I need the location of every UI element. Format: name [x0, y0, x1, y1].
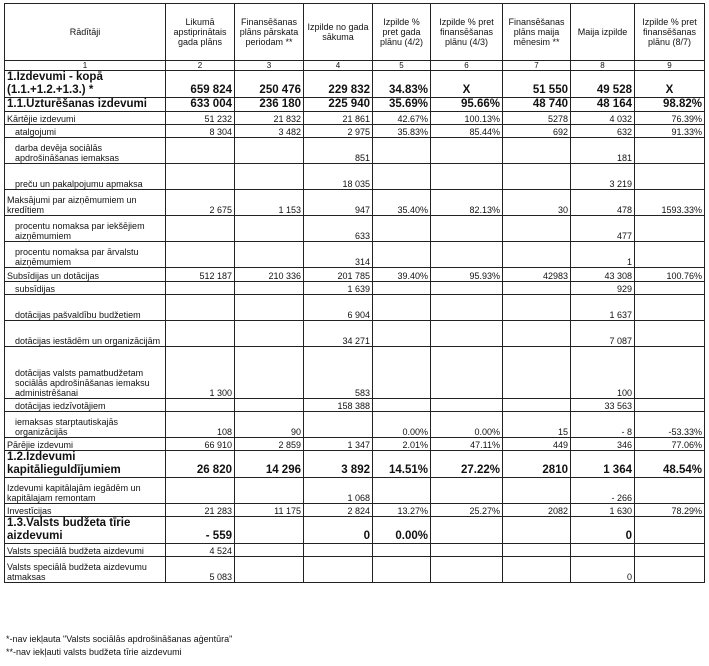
- table-row: [5, 282, 705, 295]
- table-row: [5, 268, 705, 282]
- cell-annual-plan: 659 824: [166, 71, 235, 98]
- cell-may-plan: [503, 557, 571, 583]
- cell-may-plan: [503, 321, 571, 347]
- cell-pct-may-plan: [635, 347, 705, 399]
- cell-annual-plan: 8 304: [166, 125, 235, 138]
- table-row: [5, 71, 705, 98]
- cell-execution-ytd: [304, 544, 373, 557]
- cell-may-execution: 1: [571, 242, 635, 268]
- cell-annual-plan: [166, 295, 235, 321]
- cell-pct-period-plan: [431, 517, 503, 544]
- cell-execution-ytd: 0: [304, 517, 373, 544]
- row-label: dotācijas valsts pamatbudžetam sociālās apdrošināšanas iemaksu administrēšanai: [5, 347, 166, 399]
- table-row: [5, 190, 705, 216]
- cell-may-execution: 100: [571, 347, 635, 399]
- cell-execution-ytd: 21 861: [304, 112, 373, 125]
- cell-may-plan: 48 740: [503, 98, 571, 112]
- cell-may-execution: 346: [571, 438, 635, 451]
- cell-pct-annual-plan: 39.40%: [373, 268, 431, 282]
- cell-may-execution: 33 563: [571, 399, 635, 412]
- cell-execution-ytd: [304, 412, 373, 438]
- cell-pct-may-plan: 1593.33%: [635, 190, 705, 216]
- cell-may-execution: 477: [571, 216, 635, 242]
- cell-may-execution: 3 219: [571, 164, 635, 190]
- row-label: dotācijas pašvaldību budžetiem: [5, 295, 166, 321]
- table-row: [5, 347, 705, 399]
- cell-pct-annual-plan: 13.27%: [373, 504, 431, 517]
- cell-execution-ytd: 18 035: [304, 164, 373, 190]
- cell-annual-plan: [166, 216, 235, 242]
- table-row: [5, 504, 705, 517]
- cell-pct-may-plan: [635, 138, 705, 164]
- cell-pct-annual-plan: [373, 282, 431, 295]
- cell-execution-ytd: 1 068: [304, 478, 373, 504]
- row-label: atalgojumi: [5, 125, 166, 138]
- cell-may-plan: [503, 347, 571, 399]
- cell-pct-may-plan: [635, 544, 705, 557]
- cell-pct-annual-plan: 34.83%: [373, 71, 431, 98]
- cell-may-execution: - 8: [571, 412, 635, 438]
- cell-pct-annual-plan: [373, 399, 431, 412]
- cell-may-execution: 1 637: [571, 295, 635, 321]
- header-execution-ytd: Izpilde no gada sākuma: [304, 4, 373, 61]
- cell-period-plan: 250 476: [235, 71, 304, 98]
- cell-pct-may-plan: 76.39%: [635, 112, 705, 125]
- cell-pct-annual-plan: [373, 544, 431, 557]
- cell-annual-plan: 5 083: [166, 557, 235, 583]
- cell-period-plan: 11 175: [235, 504, 304, 517]
- cell-may-execution: 49 528: [571, 71, 635, 98]
- row-label: Kārtējie izdevumi: [5, 112, 166, 125]
- cell-period-plan: 210 336: [235, 268, 304, 282]
- cell-pct-period-plan: [431, 347, 503, 399]
- cell-period-plan: [235, 544, 304, 557]
- cell-may-plan: 51 550: [503, 71, 571, 98]
- cell-pct-annual-plan: [373, 557, 431, 583]
- footnote-1: *-nav iekļauta "Valsts sociālās apdrošināšanas aģentūra": [6, 634, 233, 644]
- cell-pct-period-plan: [431, 216, 503, 242]
- cell-may-plan: [503, 478, 571, 504]
- table-row: [5, 164, 705, 190]
- cell-may-plan: 42983: [503, 268, 571, 282]
- column-number: 7: [503, 61, 571, 71]
- cell-pct-may-plan: [635, 517, 705, 544]
- cell-may-plan: [503, 517, 571, 544]
- cell-annual-plan: 21 283: [166, 504, 235, 517]
- table-row: [5, 451, 705, 478]
- cell-pct-may-plan: 100.76%: [635, 268, 705, 282]
- row-label: dotācijas iedzīvotājiem: [5, 399, 166, 412]
- cell-pct-annual-plan: [373, 347, 431, 399]
- cell-execution-ytd: 158 388: [304, 399, 373, 412]
- cell-pct-may-plan: [635, 399, 705, 412]
- cell-pct-period-plan: [431, 557, 503, 583]
- cell-pct-period-plan: 27.22%: [431, 451, 503, 478]
- cell-annual-plan: 633 004: [166, 98, 235, 112]
- cell-execution-ytd: 583: [304, 347, 373, 399]
- cell-period-plan: [235, 295, 304, 321]
- cell-pct-annual-plan: 2.01%: [373, 438, 431, 451]
- cell-annual-plan: [166, 282, 235, 295]
- column-number: 5: [373, 61, 431, 71]
- cell-period-plan: [235, 557, 304, 583]
- cell-pct-may-plan: 78.29%: [635, 504, 705, 517]
- cell-pct-annual-plan: [373, 242, 431, 268]
- cell-pct-period-plan: [431, 478, 503, 504]
- cell-annual-plan: 66 910: [166, 438, 235, 451]
- row-label: 1.Izdevumi - kopā (1.1.+1.2.+1.3.) *: [5, 71, 166, 98]
- cell-may-plan: [503, 399, 571, 412]
- table-row: [5, 517, 705, 544]
- row-label: procentu nomaksa par iekšējiem aizņēmumiem: [5, 216, 166, 242]
- cell-pct-period-plan: X: [431, 71, 503, 98]
- cell-execution-ytd: 947: [304, 190, 373, 216]
- cell-pct-annual-plan: 0.00%: [373, 517, 431, 544]
- cell-may-execution: 929: [571, 282, 635, 295]
- cell-may-plan: 30: [503, 190, 571, 216]
- row-label: preču un pakalpojumu apmaksa: [5, 164, 166, 190]
- cell-pct-period-plan: 85.44%: [431, 125, 503, 138]
- cell-pct-period-plan: [431, 399, 503, 412]
- cell-period-plan: [235, 399, 304, 412]
- cell-annual-plan: [166, 399, 235, 412]
- cell-may-plan: 5278: [503, 112, 571, 125]
- cell-annual-plan: [166, 478, 235, 504]
- cell-pct-period-plan: 100.13%: [431, 112, 503, 125]
- row-label: iemaksas starptautiskajās organizācijās: [5, 412, 166, 438]
- cell-pct-period-plan: [431, 164, 503, 190]
- cell-pct-annual-plan: 14.51%: [373, 451, 431, 478]
- table-row: [5, 478, 705, 504]
- cell-annual-plan: 512 187: [166, 268, 235, 282]
- table-row: [5, 216, 705, 242]
- cell-may-plan: [503, 544, 571, 557]
- cell-annual-plan: 51 232: [166, 112, 235, 125]
- row-label: procentu nomaksa par ārvalstu aizņēmumiem: [5, 242, 166, 268]
- cell-annual-plan: [166, 164, 235, 190]
- cell-may-execution: 181: [571, 138, 635, 164]
- row-label: dotācijas iestādēm un organizācijām: [5, 321, 166, 347]
- cell-pct-annual-plan: [373, 138, 431, 164]
- cell-annual-plan: 2 675: [166, 190, 235, 216]
- table-row: [5, 138, 705, 164]
- row-label: Pārējie izdevumi: [5, 438, 166, 451]
- cell-annual-plan: [166, 242, 235, 268]
- cell-annual-plan: 108: [166, 412, 235, 438]
- cell-pct-may-plan: X: [635, 71, 705, 98]
- column-number: 6: [431, 61, 503, 71]
- cell-pct-annual-plan: 0.00%: [373, 412, 431, 438]
- header-annual-plan: Likumā apstiprinātais gada plāns: [166, 4, 235, 61]
- cell-may-plan: [503, 295, 571, 321]
- cell-execution-ytd: [304, 557, 373, 583]
- cell-pct-period-plan: 25.27%: [431, 504, 503, 517]
- cell-pct-period-plan: 0.00%: [431, 412, 503, 438]
- row-label: Subsīdijas un dotācijas: [5, 268, 166, 282]
- cell-pct-annual-plan: 42.67%: [373, 112, 431, 125]
- cell-period-plan: 21 832: [235, 112, 304, 125]
- cell-pct-may-plan: 98.82%: [635, 98, 705, 112]
- cell-pct-annual-plan: [373, 295, 431, 321]
- column-number: 1: [5, 61, 166, 71]
- cell-period-plan: 2 859: [235, 438, 304, 451]
- column-number: 9: [635, 61, 705, 71]
- cell-execution-ytd: 201 785: [304, 268, 373, 282]
- table-row: [5, 112, 705, 125]
- cell-pct-period-plan: [431, 544, 503, 557]
- cell-pct-may-plan: [635, 295, 705, 321]
- budget-table: [4, 3, 705, 583]
- cell-period-plan: [235, 517, 304, 544]
- cell-may-plan: [503, 282, 571, 295]
- cell-may-plan: [503, 164, 571, 190]
- cell-pct-may-plan: [635, 282, 705, 295]
- cell-pct-period-plan: [431, 321, 503, 347]
- cell-pct-period-plan: 95.66%: [431, 98, 503, 112]
- cell-execution-ytd: 633: [304, 216, 373, 242]
- cell-may-plan: [503, 138, 571, 164]
- cell-period-plan: [235, 216, 304, 242]
- table-row: [5, 544, 705, 557]
- cell-may-plan: 692: [503, 125, 571, 138]
- cell-annual-plan: 1 300: [166, 347, 235, 399]
- cell-may-execution: 1 364: [571, 451, 635, 478]
- cell-may-plan: 2810: [503, 451, 571, 478]
- table-row: [5, 412, 705, 438]
- cell-pct-may-plan: [635, 478, 705, 504]
- cell-may-execution: 1 630: [571, 504, 635, 517]
- row-label: darba devēja sociālās apdrošināšanas iemaksas: [5, 138, 166, 164]
- cell-pct-annual-plan: 35.69%: [373, 98, 431, 112]
- row-label: subsīdijas: [5, 282, 166, 295]
- cell-may-execution: 7 087: [571, 321, 635, 347]
- header-pct-period-plan: Izpilde % pret finansēšanas plānu (4/3): [431, 4, 503, 61]
- table-row: [5, 295, 705, 321]
- cell-pct-period-plan: 82.13%: [431, 190, 503, 216]
- cell-period-plan: 1 153: [235, 190, 304, 216]
- cell-pct-may-plan: [635, 557, 705, 583]
- cell-pct-may-plan: -53.33%: [635, 412, 705, 438]
- cell-pct-period-plan: 95.93%: [431, 268, 503, 282]
- row-label: 1.3.Valsts budžeta tīrie aizdevumi: [5, 517, 166, 544]
- cell-execution-ytd: 1 347: [304, 438, 373, 451]
- row-label: Valsts speciālā budžeta aizdevumi: [5, 544, 166, 557]
- cell-may-execution: 43 308: [571, 268, 635, 282]
- header-may-execution: Maija izpilde: [571, 4, 635, 61]
- cell-annual-plan: 26 820: [166, 451, 235, 478]
- cell-may-execution: 632: [571, 125, 635, 138]
- cell-may-plan: [503, 242, 571, 268]
- header-row: [5, 4, 705, 61]
- cell-execution-ytd: 34 271: [304, 321, 373, 347]
- cell-pct-may-plan: [635, 164, 705, 190]
- cell-pct-may-plan: [635, 321, 705, 347]
- cell-execution-ytd: 314: [304, 242, 373, 268]
- column-number: 2: [166, 61, 235, 71]
- cell-period-plan: 3 482: [235, 125, 304, 138]
- cell-execution-ytd: 2 975: [304, 125, 373, 138]
- cell-pct-annual-plan: 35.83%: [373, 125, 431, 138]
- cell-period-plan: [235, 164, 304, 190]
- cell-pct-period-plan: 47.11%: [431, 438, 503, 451]
- row-label: Izdevumi kapitālajām iegādēm un kapitālajam remontam: [5, 478, 166, 504]
- table-row: [5, 557, 705, 583]
- cell-may-execution: 0: [571, 557, 635, 583]
- header-period-plan: Finansēšanas plāns pārskata periodam **: [235, 4, 304, 61]
- cell-period-plan: [235, 347, 304, 399]
- cell-may-execution: 48 164: [571, 98, 635, 112]
- cell-period-plan: [235, 282, 304, 295]
- row-label: Investīcijas: [5, 504, 166, 517]
- cell-execution-ytd: 225 940: [304, 98, 373, 112]
- cell-pct-may-plan: [635, 242, 705, 268]
- cell-pct-may-plan: 48.54%: [635, 451, 705, 478]
- row-label: 1.2.Izdevumi kapitālieguldījumiem: [5, 451, 166, 478]
- cell-execution-ytd: 229 832: [304, 71, 373, 98]
- cell-pct-annual-plan: [373, 216, 431, 242]
- cell-period-plan: 236 180: [235, 98, 304, 112]
- cell-pct-period-plan: [431, 282, 503, 295]
- cell-annual-plan: - 559: [166, 517, 235, 544]
- cell-period-plan: [235, 138, 304, 164]
- column-number: 3: [235, 61, 304, 71]
- cell-period-plan: [235, 478, 304, 504]
- footnotes: [6, 633, 232, 659]
- cell-pct-period-plan: [431, 242, 503, 268]
- header-pct-may-plan: Izpilde % pret finansēšanas plānu (8/7): [635, 4, 705, 61]
- cell-may-execution: - 266: [571, 478, 635, 504]
- cell-may-plan: [503, 216, 571, 242]
- row-label: Valsts speciālā budžeta aizdevumu atmaksas: [5, 557, 166, 583]
- cell-execution-ytd: 1 639: [304, 282, 373, 295]
- table-row: [5, 321, 705, 347]
- cell-may-execution: [571, 544, 635, 557]
- cell-annual-plan: [166, 138, 235, 164]
- column-number: 8: [571, 61, 635, 71]
- cell-execution-ytd: 3 892: [304, 451, 373, 478]
- cell-execution-ytd: 6 904: [304, 295, 373, 321]
- cell-period-plan: 90: [235, 412, 304, 438]
- cell-pct-may-plan: 77.06%: [635, 438, 705, 451]
- cell-may-plan: 449: [503, 438, 571, 451]
- header-may-plan: Finansēšanas plāns maija mēnesim **: [503, 4, 571, 61]
- cell-annual-plan: 4 524: [166, 544, 235, 557]
- table-row: [5, 242, 705, 268]
- cell-period-plan: [235, 242, 304, 268]
- row-label: 1.1.Uzturēšanas izdevumi: [5, 98, 166, 112]
- table-row: [5, 399, 705, 412]
- cell-may-plan: 2082: [503, 504, 571, 517]
- cell-pct-annual-plan: [373, 164, 431, 190]
- table-row: [5, 438, 705, 451]
- cell-may-execution: 4 032: [571, 112, 635, 125]
- cell-pct-period-plan: [431, 138, 503, 164]
- header-indicator: Rādītāji: [5, 4, 166, 61]
- header-pct-annual-plan: Izpilde % pret gada plānu (4/2): [373, 4, 431, 61]
- row-label: Maksājumi par aizņēmumiem un kredītiem: [5, 190, 166, 216]
- table-row: [5, 98, 705, 112]
- cell-pct-period-plan: [431, 295, 503, 321]
- cell-may-plan: 15: [503, 412, 571, 438]
- cell-pct-annual-plan: [373, 321, 431, 347]
- cell-pct-may-plan: [635, 216, 705, 242]
- cell-may-execution: 478: [571, 190, 635, 216]
- column-number: 4: [304, 61, 373, 71]
- cell-period-plan: 14 296: [235, 451, 304, 478]
- cell-annual-plan: [166, 321, 235, 347]
- column-number-row: [5, 61, 705, 71]
- table-row: [5, 125, 705, 138]
- cell-may-execution: 0: [571, 517, 635, 544]
- cell-pct-annual-plan: [373, 478, 431, 504]
- footnote-2: **-nav iekļauti valsts budžeta tīrie aizdevumi: [6, 647, 182, 657]
- cell-pct-annual-plan: 35.40%: [373, 190, 431, 216]
- cell-pct-may-plan: 91.33%: [635, 125, 705, 138]
- cell-execution-ytd: 2 824: [304, 504, 373, 517]
- cell-execution-ytd: 851: [304, 138, 373, 164]
- cell-period-plan: [235, 321, 304, 347]
